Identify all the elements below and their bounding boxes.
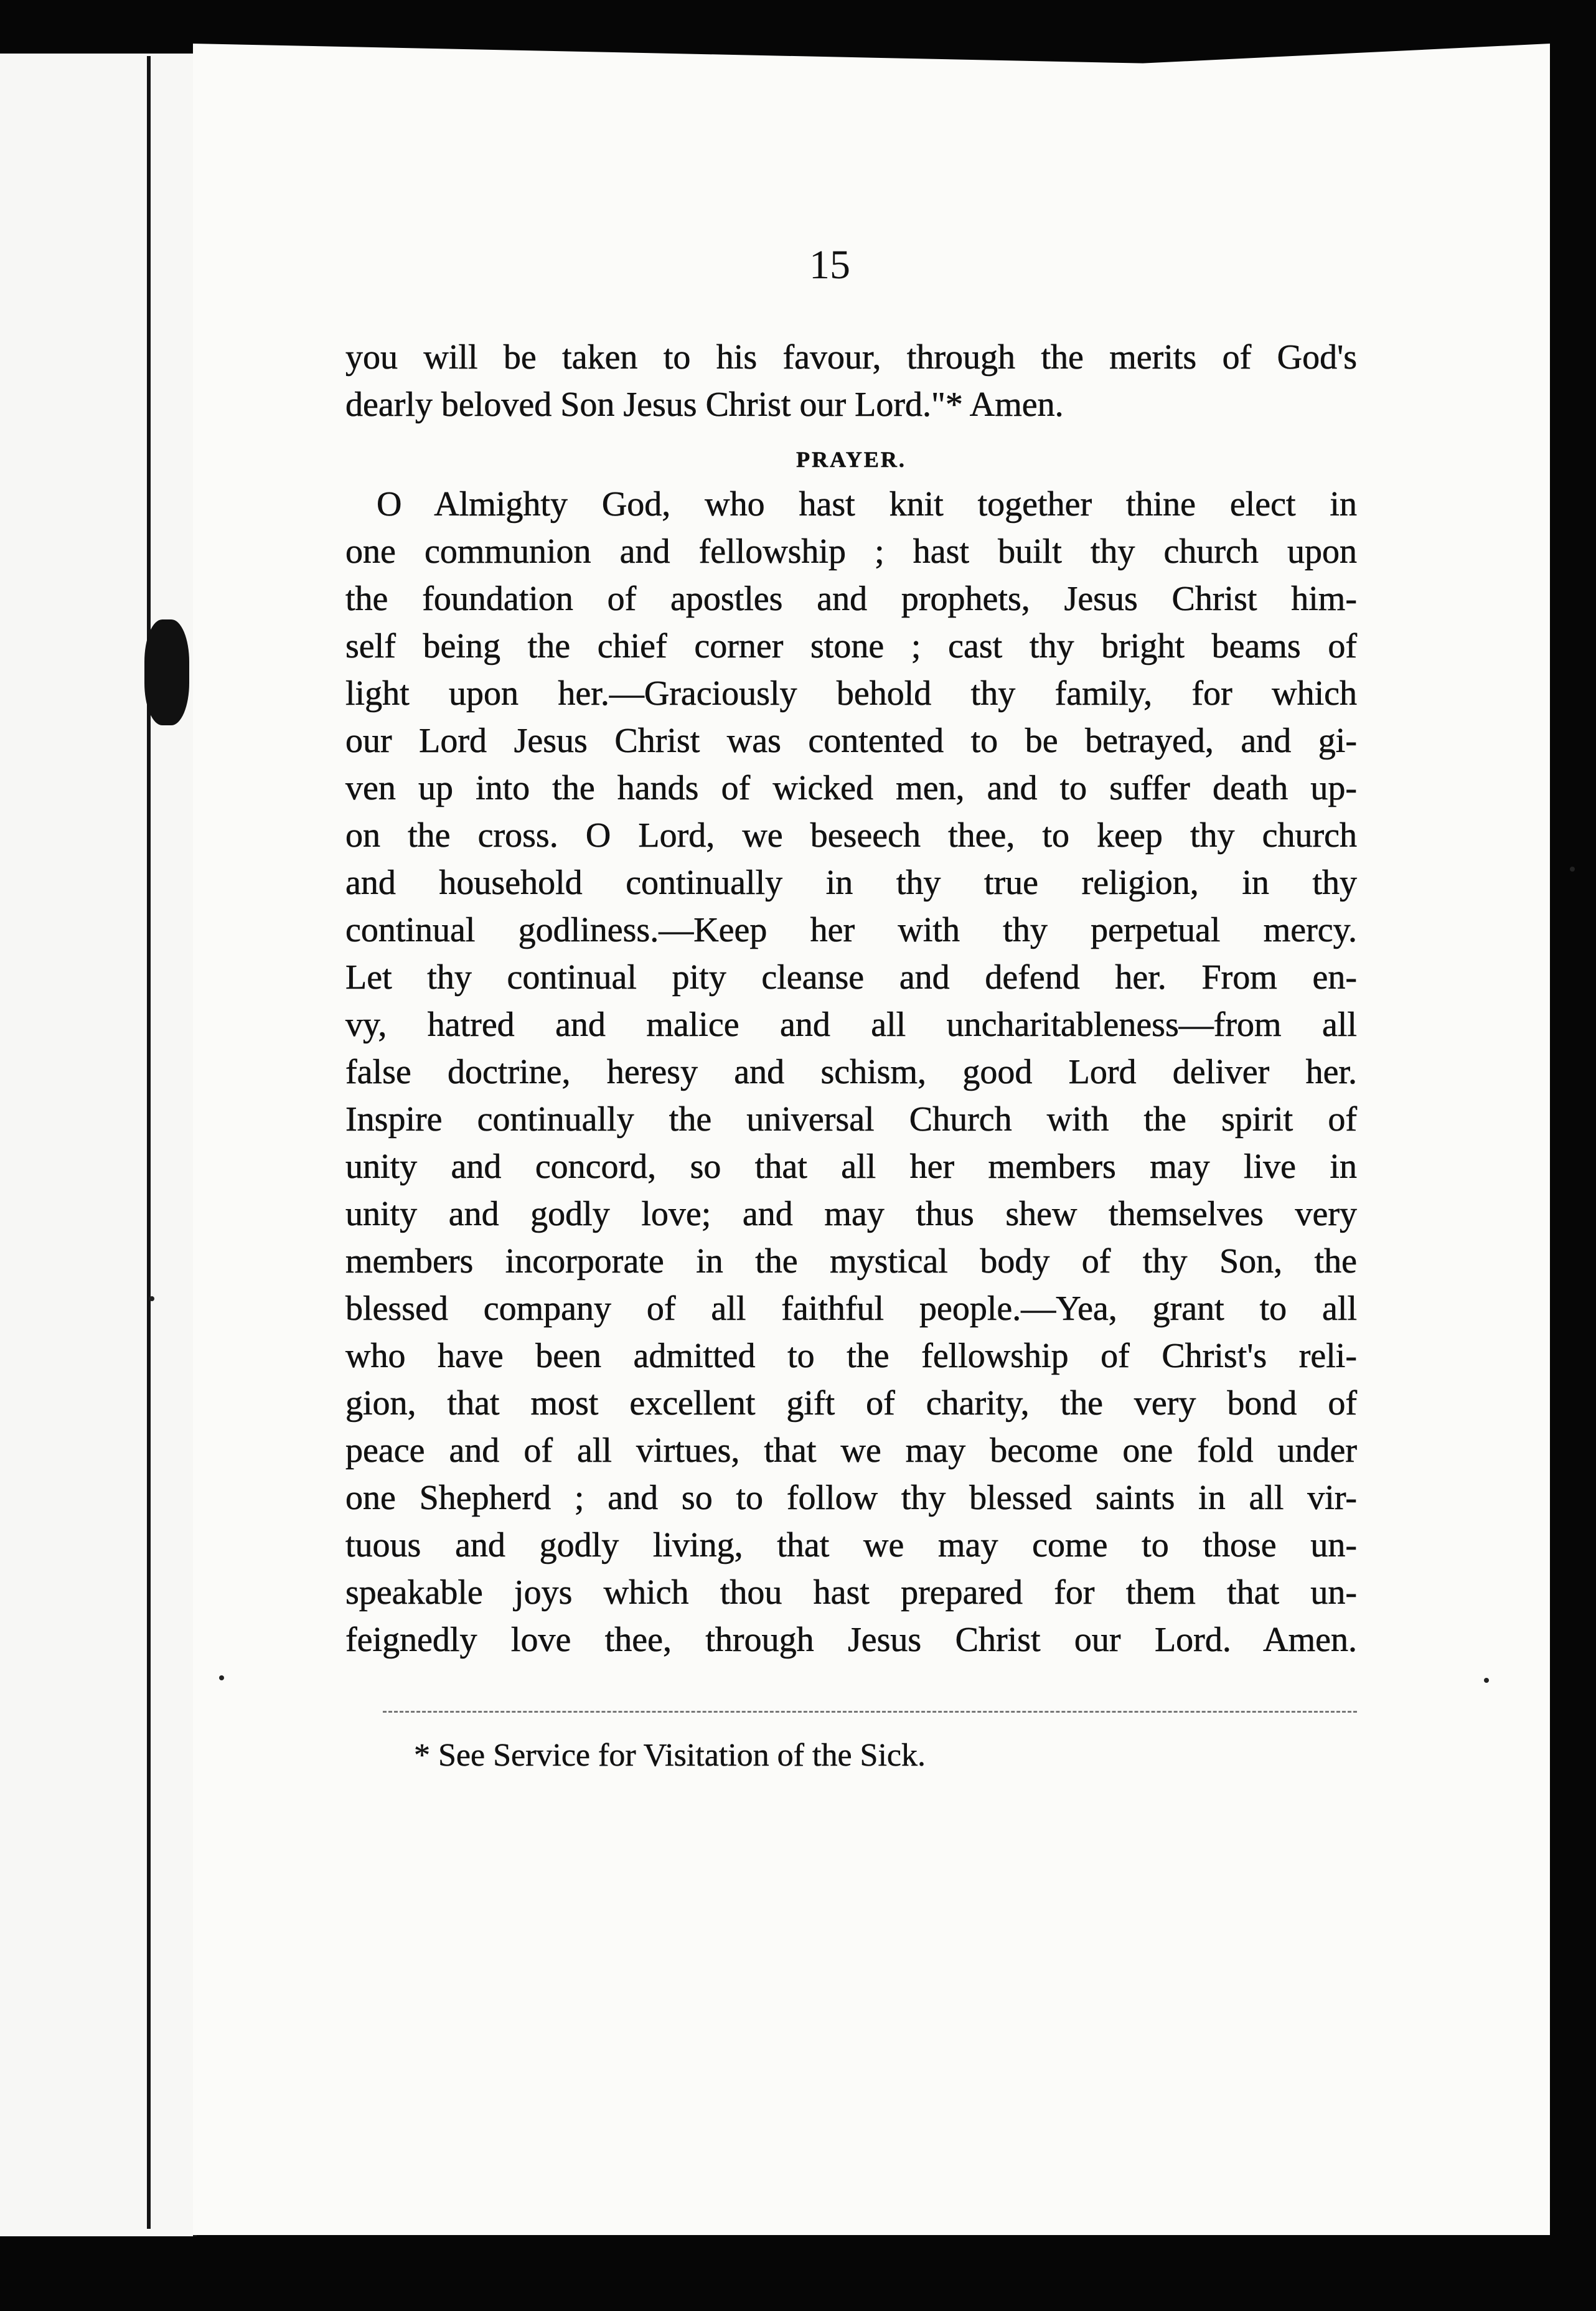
book-gutter — [147, 56, 151, 2229]
footnote: * See Service for Visitation of the Sick. — [414, 1738, 926, 1773]
continuation-line: you will be taken to his favour, through the merits of God's — [345, 338, 1357, 377]
paper-speck — [1484, 1678, 1489, 1683]
prayer-line: unity and godly love; and may thus shew themselves very — [345, 1195, 1357, 1233]
paper-speck — [1570, 867, 1575, 872]
prayer-line: ven up into the hands of wicked men, and to suffer death up- — [345, 769, 1357, 807]
facing-page-edge — [0, 54, 197, 2236]
prayer-line: false doctrine, heresy and schism, good Lord deliver her. — [345, 1053, 1357, 1091]
prayer-line: one Shepherd ; and so to follow thy blessed saints in all vir- — [345, 1479, 1357, 1517]
prayer-line: who have been admitted to the fellowship of Christ's reli- — [345, 1337, 1357, 1375]
footnote-rule — [383, 1711, 1357, 1713]
paper-speck — [149, 1296, 154, 1301]
prayer-line: Let thy continual pity cleanse and defend her. From en- — [345, 958, 1357, 997]
prayer-line: O Almighty God, who hast knit together thine elect in — [377, 485, 1357, 524]
prayer-line: on the cross. O Lord, we beseech thee, to keep thy church — [345, 816, 1357, 855]
prayer-heading: PRAYER. — [796, 447, 906, 472]
prayer-line: the foundation of apostles and prophets, Jesus Christ him- — [345, 580, 1357, 618]
prayer-line: and household continually in thy true religion, in thy — [345, 864, 1357, 902]
prayer-line: one communion and fellowship ; hast built thy church upon — [345, 532, 1357, 571]
prayer-line: speakable joys which thou hast prepared for them that un- — [345, 1573, 1357, 1612]
prayer-line: Inspire continually the universal Church with the spirit of — [345, 1100, 1357, 1139]
page-text — [345, 334, 1357, 1664]
gutter-ink-blot — [144, 619, 189, 725]
prayer-line: our Lord Jesus Christ was contented to be betrayed, and gi- — [345, 722, 1357, 760]
prayer-line: tuous and godly living, that we may come to those un- — [345, 1526, 1357, 1565]
prayer-line: peace and of all virtues, that we may become one fold under — [345, 1431, 1357, 1470]
prayer-line: feignedly love thee, through Jesus Christ our Lord. Amen. — [345, 1621, 1357, 1659]
prayer-line: unity and concord, so that all her members may live in — [345, 1147, 1357, 1186]
continuation-line: dearly beloved Son Jesus Christ our Lord."* Amen. — [345, 385, 1064, 424]
prayer-line: continual godliness.—Keep her with thy perpetual mercy. — [345, 911, 1357, 949]
prayer-line: light upon her.—Graciously behold thy family, for which — [345, 674, 1357, 713]
paper-speck — [219, 1675, 224, 1680]
page-number: 15 — [809, 242, 850, 288]
prayer-line: vy, hatred and malice and all uncharitableness—from all — [345, 1005, 1357, 1044]
prayer-line: gion, that most excellent gift of charity, the very bond of — [345, 1384, 1357, 1423]
prayer-line: members incorporate in the mystical body of thy Son, the — [345, 1242, 1357, 1281]
prayer-line: blessed company of all faithful people.—Yea, grant to all — [345, 1289, 1357, 1328]
prayer-line: self being the chief corner stone ; cast thy bright beams of — [345, 627, 1357, 666]
